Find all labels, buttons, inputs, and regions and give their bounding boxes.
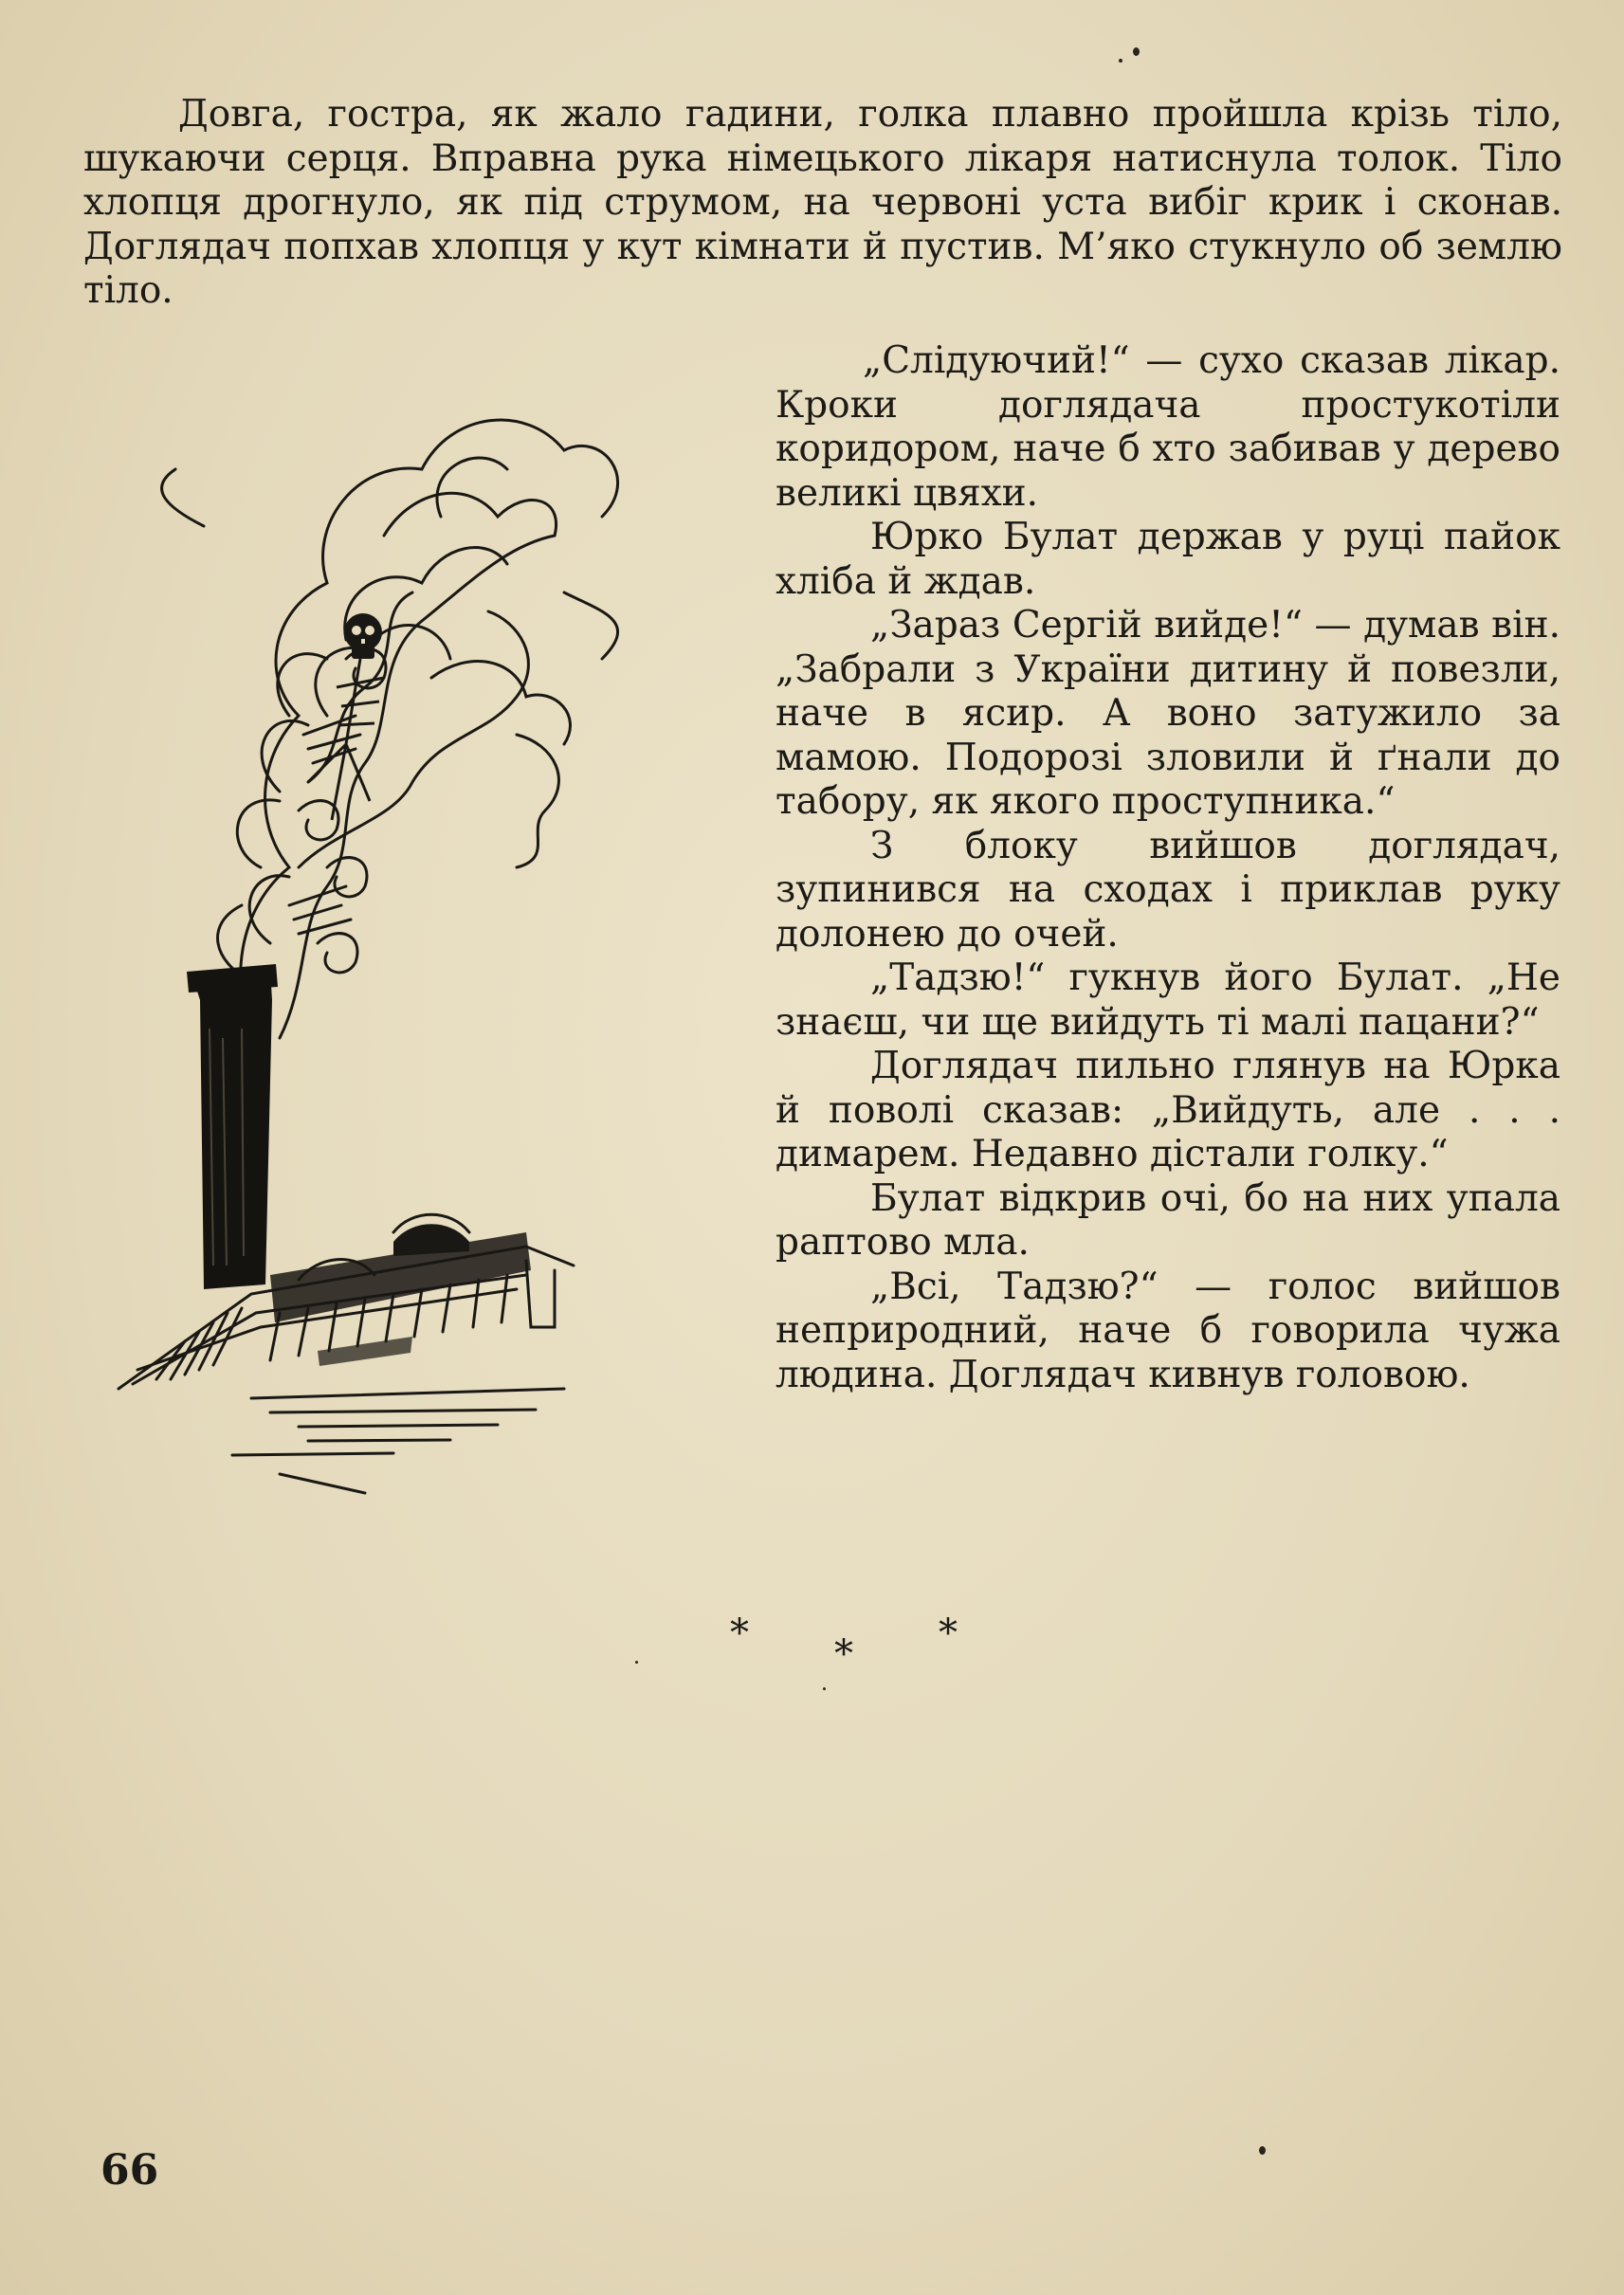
- chimney-smoke-illustration: [109, 374, 621, 1531]
- text-column: [776, 339, 1560, 1397]
- paragraph-text: Юрко Булат держав у руці пайок хліба й ждав.: [776, 516, 1560, 603]
- paragraph-text: „Слідуючий!“ — сухо сказав лікар. Кроки доглядача простукотіли коридором, наче б хто забивав у дерево великі цвяхи.: [776, 339, 1560, 515]
- paragraph-text: Довга, гостра, як жало гадини, голка плавно пройшла крізь тіло, шукаючи серця. Вправна рука німецького лікаря натиснула толок. Тіло хлопця дрогнуло, як під струмом, на червоні уста вибіг крик і сконав. Доглядач попхав хлопця у кут кімнати й пустив. М’яко стукнуло об землю тіло.: [83, 93, 1562, 312]
- paragraph-text: Булат відкрив очі, бо на них упала раптово мла.: [776, 1176, 1560, 1264]
- separator-asterisk: *: [939, 1612, 958, 1655]
- print-speck: [823, 1687, 826, 1690]
- section-separator: [730, 1612, 958, 1676]
- paragraph-text: З блоку вийшов доглядач, зупинився на сходах і приклав руку долонею до очей.: [776, 824, 1560, 956]
- separator-asterisk: *: [730, 1612, 749, 1655]
- paragraph-text: „Всі, Тадзю?“ — голос вийшов неприродний, наче б говорила чужа людина. Доглядач кивнув головою.: [776, 1265, 1560, 1396]
- page-number: 66: [100, 2146, 159, 2195]
- separator-asterisk: *: [834, 1632, 853, 1676]
- paragraph-text: „Зараз Сергій вийде!“ — думав він. „Забрали з України дитину й повезли, наче в ясир. А воно затужило за мамою. Подорозі зловили й ґнали до табору, як якого проступника.“: [776, 604, 1560, 823]
- print-speck: [635, 1661, 638, 1664]
- paragraph-text: „Тадзю!“ гукнув його Булат. „Не знаєш, чи ще вийдуть ті малі пацани?“: [776, 956, 1560, 1044]
- opening-paragraph: [83, 93, 1562, 314]
- print-speck: [1119, 59, 1122, 63]
- paragraph-text: Доглядач пильно глянув на Юрка й поволі сказав: „Вийдуть, але . . . димарем. Недавно дістали голку.“: [776, 1045, 1560, 1175]
- print-speck: [1259, 2146, 1266, 2155]
- print-speck: [1133, 47, 1140, 56]
